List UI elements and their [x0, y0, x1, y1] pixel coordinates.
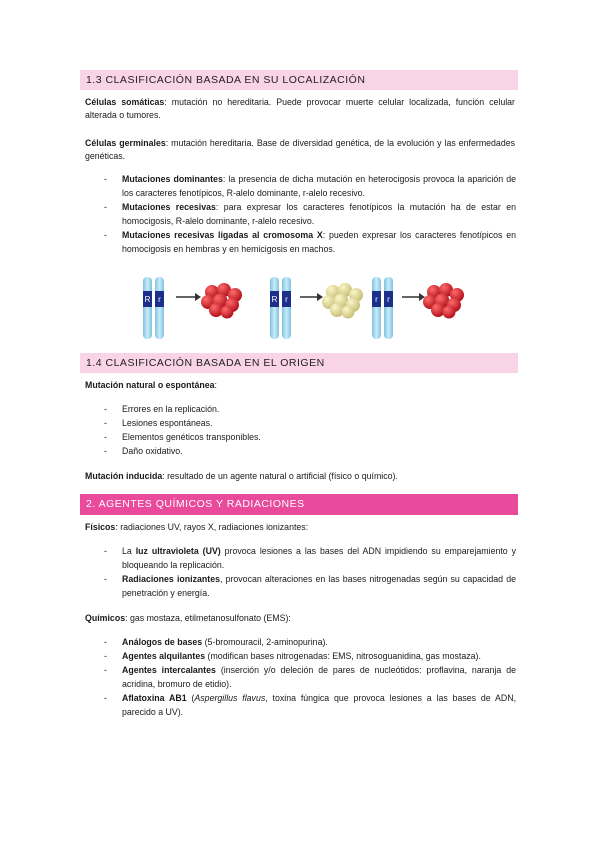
list-item-text-pre: ( — [186, 693, 195, 703]
list-item-term: Agentes intercalantes — [122, 665, 216, 675]
list-item-text: (modifican bases nitrogenadas: EMS, nitrosoguanidina, gas mostaza). — [205, 651, 481, 661]
list-item-text: Elementos genéticos transponibles. — [122, 432, 261, 442]
list-dash: - — [104, 574, 107, 584]
chromosome — [270, 277, 279, 339]
text-fisicos: : radiaciones UV, rayos X, radiaciones ionizantes: — [115, 522, 309, 532]
red-phenotype-cluster — [423, 283, 464, 319]
list-item — [104, 173, 516, 200]
paragraph-quimicos — [85, 612, 515, 625]
list-dash: - — [104, 432, 107, 442]
yellow-phenotype-cluster — [322, 283, 363, 319]
allele-label: r — [158, 295, 161, 304]
section-title: 1.3 CLASIFICACIÓN BASADA EN SU LOCALIZACIÓN — [86, 74, 366, 86]
list-item-term: Análogos de bases — [122, 637, 203, 647]
list-item-italic: Aspergillus flavus — [194, 693, 266, 703]
list-item — [104, 664, 516, 691]
list-item — [104, 431, 516, 445]
list-dash: - — [104, 637, 107, 647]
paragraph-germinales — [85, 137, 515, 163]
list-item-text: (5-bromouracil, 2-aminopurina). — [202, 637, 328, 647]
list-item — [104, 692, 516, 719]
text-inducida: : resultado de un agente natural o artificial (físico o químico). — [162, 471, 398, 481]
list-item — [104, 229, 516, 256]
paragraph-inducida — [85, 470, 515, 483]
list-item-term: luz ultravioleta (UV) — [135, 546, 221, 556]
list-dash: - — [104, 665, 107, 675]
section-header-2 — [80, 494, 518, 515]
term-somaticas: Células somáticas — [85, 97, 165, 107]
section-title: 1.4 CLASIFICACIÓN BASADA EN EL ORIGEN — [86, 357, 325, 369]
list-item — [104, 445, 516, 459]
allele-label: R — [144, 295, 151, 304]
list-item-text: Errores en la replicación. — [122, 404, 220, 414]
section-header-1-4 — [80, 353, 518, 373]
list-item-text: : para expresar los caracteres fenotípicos la mutación ha de estar en homocigosis, R-alelo dominante, r-alelo recesivo. — [122, 202, 516, 226]
list-item-term: Mutaciones recesivas — [122, 202, 216, 212]
list-item-term: Mutaciones recesivas ligadas al cromosoma X — [122, 230, 323, 240]
list-item-text: , provocan alteraciones en las bases nitrogenadas según su capacidad de penetración y energía. — [122, 574, 516, 598]
list-item-prefix: La — [122, 546, 136, 556]
list-item-text: Lesiones espontáneas. — [122, 418, 213, 428]
list-item-text: Daño oxidativo. — [122, 446, 183, 456]
list-item-text: provoca lesiones a las bases del ADN impidiendo su emparejamiento y bloqueando la replicación. — [122, 546, 517, 570]
text-germinales: : mutación hereditaria. Base de diversidad genética, de la evolución y las enfermedades genéticas. — [85, 138, 516, 161]
list-item-text: : pueden expresar los caracteres fenotípicos en homocigosis en hembras y en hemicigosis en machos. — [122, 230, 517, 254]
chromosome — [282, 277, 291, 339]
list-dash: - — [104, 651, 107, 661]
list-item-text: , toxina fúngica que provoca lesiones a las bases de ADN, parecido a UV). — [122, 693, 517, 717]
chromosome-group-1 — [143, 277, 242, 339]
chromosome — [155, 277, 164, 339]
list-dash: - — [104, 174, 107, 184]
paragraph-somaticas — [85, 96, 515, 122]
list-dash: - — [104, 404, 107, 414]
chromosome-phenotype-figure — [140, 277, 470, 339]
chromosome — [143, 277, 152, 339]
list-item — [104, 417, 516, 431]
list-item-term: Mutaciones dominantes — [122, 174, 223, 184]
list-item-text: : la presencia de dicha mutación en heterocigosis provoca la aparición de los caracteres fenotípicos, R-alelo dominante, r-alelo recesivo. — [122, 174, 517, 198]
paragraph-natural — [85, 379, 515, 392]
chromosome — [384, 277, 393, 339]
list-item — [104, 636, 516, 650]
text-quimicos: : gas mostaza, etilmetanosulfonato (EMS): — [125, 613, 291, 623]
chromosome-group-3 — [372, 277, 464, 339]
chromosome — [372, 277, 381, 339]
list-item — [104, 650, 516, 664]
term-fisicos: Físicos — [85, 522, 116, 532]
list-dash: - — [104, 230, 107, 240]
arrow-head — [195, 293, 201, 301]
list-item — [104, 403, 516, 417]
list-dash: - — [104, 418, 107, 428]
red-phenotype-cluster — [201, 283, 242, 319]
list-item — [104, 201, 516, 228]
list-item — [104, 545, 516, 572]
term-quimicos: Químicos — [85, 613, 126, 623]
list-item-term: Radiaciones ionizantes — [122, 574, 220, 584]
arrow-head — [317, 293, 323, 301]
section-header-1-3 — [80, 70, 518, 90]
text-natural: : — [214, 380, 217, 390]
section-title: 2. AGENTES QUÍMICOS Y RADIACIONES — [86, 498, 305, 510]
term-natural: Mutación natural o espontánea — [85, 380, 215, 390]
list-item-term: Agentes alquilantes — [122, 651, 206, 661]
allele-label: r — [285, 295, 288, 304]
chromosome-group-2 — [270, 277, 363, 339]
allele-label: R — [271, 295, 278, 304]
term-inducida: Mutación inducida — [85, 471, 163, 481]
text-somaticas: : mutación no hereditaria. Puede provocar muerte celular localizada, función celular alterada o tumores. — [85, 97, 515, 120]
list-dash: - — [104, 693, 107, 703]
list-dash: - — [104, 202, 107, 212]
list-item-term: Aflatoxina AB1 — [122, 693, 187, 703]
paragraph-fisicos — [85, 521, 515, 534]
term-germinales: Células germinales — [85, 138, 166, 148]
list-item — [104, 573, 516, 600]
allele-label: r — [387, 295, 390, 304]
list-dash: - — [104, 446, 107, 456]
list-item-text: (inserción y/o deleción de pares de nucleótidos: proflavina, naranja de acridina, bromuro de etidio). — [122, 665, 516, 689]
list-dash: - — [104, 546, 107, 556]
allele-label: r — [375, 295, 378, 304]
